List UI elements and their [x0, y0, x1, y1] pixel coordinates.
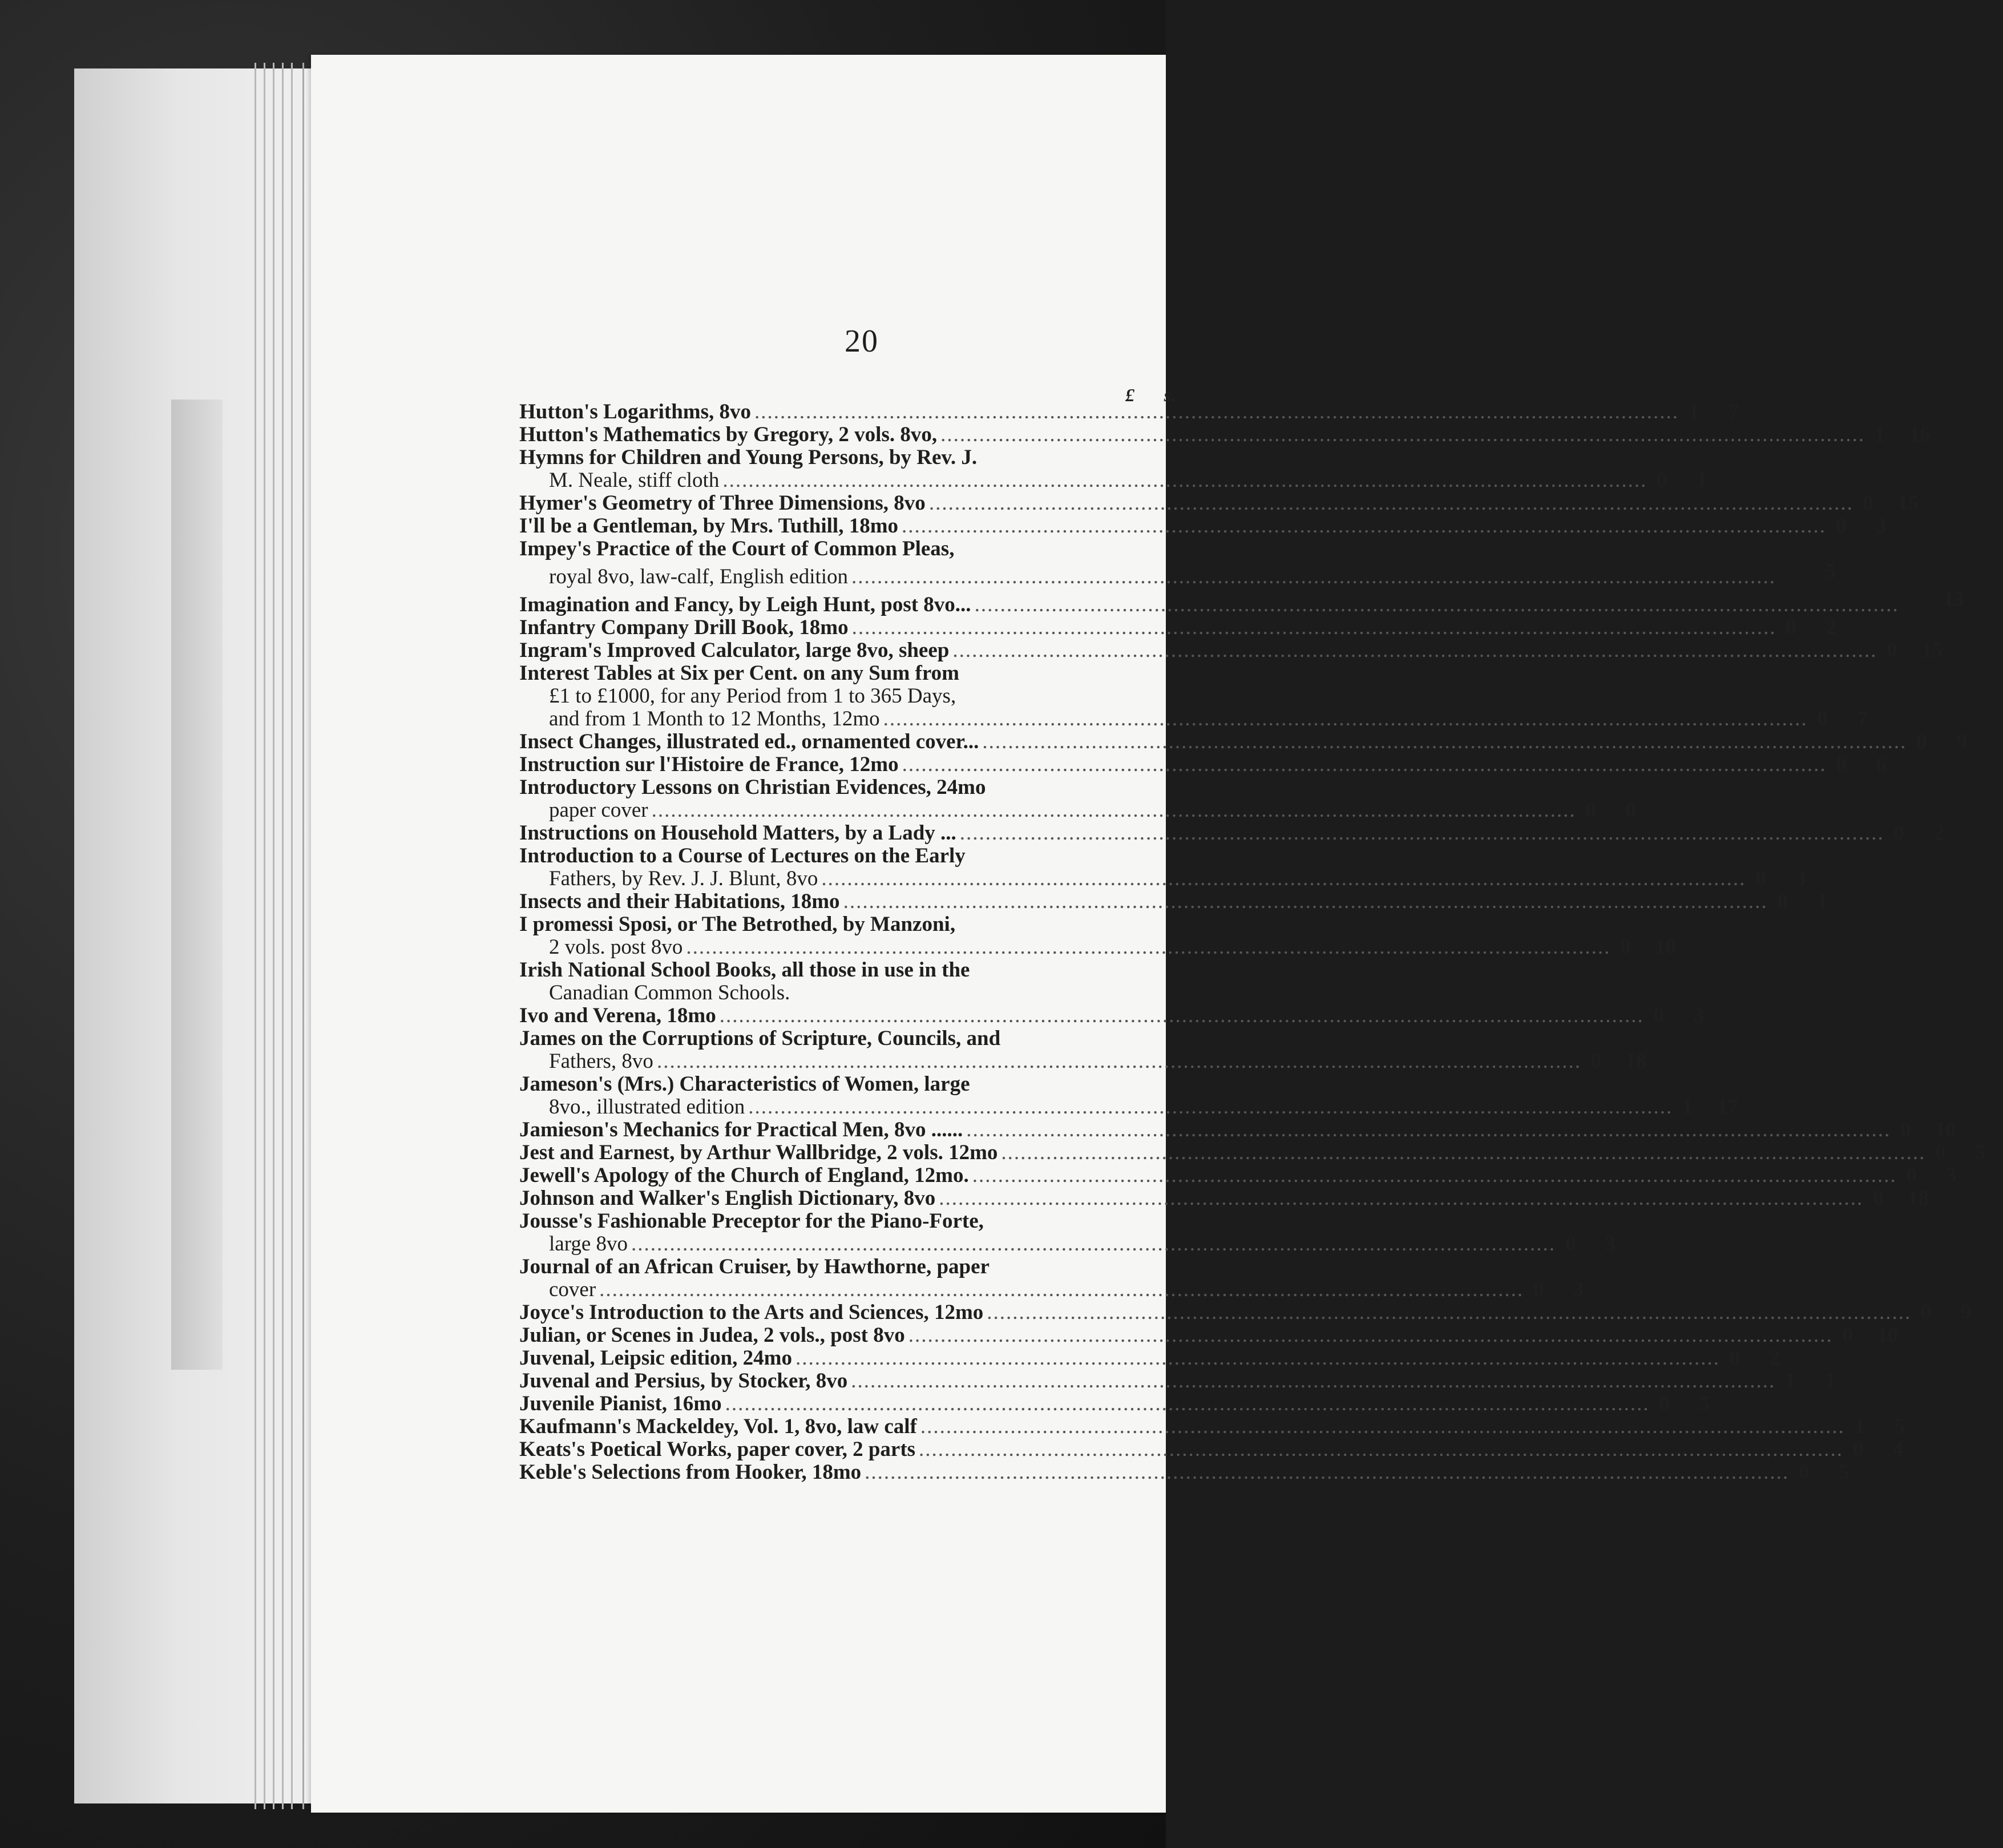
entry-price	[1915, 1301, 1989, 1324]
price-pounds: 0	[1659, 1392, 1670, 1415]
entry-text: I'll be a Gentleman, by Mrs. Tuthill, 18mo	[519, 514, 899, 538]
entry-price	[1647, 1004, 1722, 1027]
entry-text: Introduction to a Course of Lectures on the Early	[519, 844, 966, 867]
entry-price	[1888, 822, 1962, 845]
leader-dots	[754, 401, 1679, 423]
entry-price	[1779, 560, 1853, 583]
entry-price	[1676, 1096, 1750, 1119]
entry-price	[1894, 1119, 1968, 1141]
price-pounds: 1	[1854, 1415, 1865, 1438]
entry-text: and from 1 Month to 12 Months, 12mo	[549, 707, 880, 731]
price-pounds	[1903, 588, 1925, 611]
catalogue-entry	[519, 588, 1965, 616]
entry-text: Jewell's Apology of the Church of England, 12mo.	[519, 1164, 969, 1187]
leader-dots	[725, 1393, 1650, 1415]
catalogue-entry	[519, 821, 1945, 845]
entry-text: Canadian Common Schools.	[549, 981, 790, 1004]
price-shillings: 15	[1897, 491, 1919, 515]
catalogue-entry	[519, 514, 1887, 538]
leader-dots	[652, 799, 1576, 822]
entry-title-line	[519, 1187, 1929, 1210]
entry-continuation-line	[519, 982, 1166, 1004]
entry-title-line	[519, 1324, 1899, 1347]
entry-price	[1779, 1370, 1853, 1393]
entry-text: Hymer's Geometry of Three Dimensions, 8vo	[519, 491, 926, 515]
entry-title-line	[519, 821, 1945, 845]
entry-text: Impey's Practice of the Court of Common Pleas,	[519, 537, 955, 560]
price-shillings: 0	[1625, 798, 1636, 822]
page-edge	[302, 63, 304, 1809]
catalogue-entry	[519, 537, 1836, 588]
entry-text: Introductory Lessons on Christian Evidences, 24mo	[519, 776, 986, 799]
catalogue-entry	[519, 446, 1707, 492]
catalogue-entry	[519, 639, 1943, 662]
entry-title-line	[519, 1256, 1166, 1278]
page-edge	[255, 63, 256, 1809]
entry-price	[1811, 708, 1885, 731]
catalogue-entry	[519, 1004, 1704, 1027]
entry-price	[1868, 423, 1943, 446]
entry-price	[1653, 1393, 1727, 1415]
price-shillings: 3	[1946, 1164, 1957, 1187]
entry-title-line	[519, 1392, 1710, 1415]
catalogue-entry	[519, 1324, 1899, 1347]
entry-title-line	[519, 1415, 1905, 1438]
entry-title-line	[519, 400, 1739, 423]
price-shillings: 9	[1961, 1301, 1972, 1324]
entry-text: James on the Corruptions of Scripture, Councils, and	[519, 1027, 1001, 1050]
catalogue-page	[311, 55, 1986, 1813]
catalogue-entry	[519, 753, 1887, 776]
price-shillings: 10	[1935, 1118, 1956, 1141]
catalogue-entry	[519, 1209, 1616, 1256]
entry-title-line	[519, 1004, 1704, 1027]
entry-price	[1749, 867, 1823, 890]
catalogue-entry	[519, 913, 1676, 959]
catalogue-entry	[519, 1118, 1956, 1141]
entry-title-line	[519, 1027, 1166, 1050]
price-shillings: 2	[1769, 1346, 1780, 1370]
price-pounds: 0	[1842, 1324, 1853, 1347]
leader-dots	[686, 936, 1610, 959]
entry-text: Juvenal, Leipsic edition, 24mo	[519, 1346, 792, 1370]
entry-price	[1585, 1050, 1659, 1073]
entry-title-line	[519, 1438, 1904, 1461]
price-pounds: 0	[1887, 639, 1897, 662]
price-pounds: 0	[1798, 1460, 1810, 1484]
entry-price	[1682, 401, 1756, 423]
price-shillings: 9	[1956, 730, 1967, 753]
entry-title-line	[519, 446, 1166, 469]
entry-title-line	[519, 1210, 1166, 1233]
price-pounds: 0	[1835, 514, 1847, 538]
price-pounds: 0	[1935, 1141, 1946, 1164]
price-pounds: 0	[1817, 707, 1828, 731]
entry-continuation-line	[519, 935, 1676, 959]
leader-dots	[920, 1415, 1845, 1438]
page-edge	[264, 63, 265, 1809]
leader-dots	[843, 890, 1768, 913]
entry-price	[1830, 515, 1904, 538]
entry-continuation-line	[519, 1278, 1584, 1301]
price-shillings: 1	[1825, 1369, 1836, 1393]
entry-text: Irish National School Books, all those in use in the	[519, 958, 970, 982]
price-pounds: 0	[1852, 1438, 1864, 1461]
catalogue-entry	[519, 1141, 1986, 1164]
entry-price	[1580, 799, 1654, 822]
entry-title-line	[519, 776, 1166, 799]
leader-dots	[852, 616, 1776, 639]
leader-dots	[972, 1164, 1897, 1187]
price-pounds: 1	[1874, 423, 1885, 446]
entry-text: 8vo., illustrated edition	[549, 1095, 745, 1119]
catalogue-entry	[519, 1164, 1957, 1187]
entry-price	[1880, 639, 1954, 662]
price-pounds: 0	[1900, 1118, 1911, 1141]
price-shillings: 3	[1605, 1232, 1616, 1256]
entry-continuation-line	[519, 1232, 1616, 1256]
entry-title-line	[519, 730, 1967, 753]
price-pounds: 0	[1653, 1004, 1664, 1027]
price-pounds: 0	[1620, 935, 1631, 959]
catalogue-entry	[519, 1369, 1836, 1393]
entry-title-line	[519, 1141, 1986, 1164]
entry-continuation-line	[519, 867, 1806, 890]
entry-text: Jamieson's Mechanics for Practical Men, 8vo ......	[519, 1118, 963, 1141]
catalogue-entry	[519, 1438, 1904, 1461]
price-pounds: 0	[1836, 753, 1847, 776]
price-pounds: 0	[1533, 1278, 1544, 1301]
entry-title-line	[519, 1073, 1166, 1096]
entry-text: Insect Changes, illustrated ed., ornamented cover...	[519, 730, 979, 753]
price-shillings: 2	[1933, 821, 1945, 845]
entry-price	[1857, 492, 1931, 515]
catalogue-entry	[519, 1415, 1905, 1438]
price-shillings: 6	[1876, 753, 1887, 776]
price-pounds: 0	[1786, 616, 1796, 639]
price-shillings: 5	[1894, 1415, 1905, 1438]
leader-dots	[722, 469, 1647, 492]
leader-dots	[940, 423, 1865, 446]
leader-dots	[929, 492, 1853, 515]
price-shillings: 7	[1728, 400, 1739, 423]
leader-dots	[975, 594, 1899, 616]
price-pounds: 1	[1688, 400, 1699, 423]
catalogue-entry	[519, 1027, 1647, 1073]
entry-text: 2 vols. post 8vo	[549, 935, 683, 959]
entry-text: Fathers, by Rev. J. J. Blunt, 8vo	[549, 867, 818, 890]
leader-dots	[902, 515, 1826, 538]
price-shillings: 1	[1817, 890, 1828, 913]
price-shillings: 13	[1943, 588, 1965, 611]
catalogue-entry	[519, 890, 1828, 913]
price-pounds	[1779, 560, 1802, 583]
entry-text: M. Neale, stiff cloth	[549, 469, 720, 492]
catalogue-entry	[519, 959, 1166, 1004]
entry-text: Keats's Poetical Works, paper cover, 2 parts	[519, 1438, 916, 1461]
catalogue-entry	[519, 400, 1739, 423]
entry-price	[1723, 1347, 1798, 1370]
entry-text: cover	[549, 1278, 596, 1301]
catalogue-entry	[519, 1255, 1584, 1301]
entry-title-line	[519, 423, 1931, 446]
price-shillings: 16	[1909, 423, 1931, 446]
page-edge	[273, 63, 274, 1809]
entry-text: Keble's Selections from Hooker, 18mo	[519, 1460, 862, 1484]
price-shillings: 10	[1654, 935, 1676, 959]
entry-text: Johnson and Walker's English Dictionary, 8vo	[519, 1187, 936, 1210]
leader-dots	[908, 1324, 1833, 1347]
entry-text: Instructions on Household Matters, by a Lady ...	[519, 821, 956, 845]
price-pounds: 0	[1585, 798, 1596, 822]
entry-price	[1614, 936, 1688, 959]
entry-title-line	[519, 890, 1828, 913]
leader-dots	[952, 639, 1877, 662]
entry-title-line	[519, 913, 1166, 936]
page-number: 20	[845, 324, 879, 359]
entry-text: large 8vo	[549, 1232, 628, 1256]
entry-price	[1830, 753, 1904, 776]
entry-text: Ivo and Verena, 18mo	[519, 1004, 716, 1027]
entry-price	[1650, 469, 1725, 492]
entry-text: Insects and their Habitations, 18mo	[519, 890, 840, 913]
price-shillings: 18	[1907, 1187, 1929, 1210]
entry-title-line	[519, 662, 1166, 685]
entry-title-line	[519, 1301, 1972, 1324]
leader-dots	[631, 1233, 1556, 1256]
price-pounds: 0	[1565, 1232, 1576, 1256]
page-shadow	[171, 400, 223, 1370]
entry-price	[1848, 1415, 1923, 1438]
leader-dots	[821, 867, 1746, 890]
entry-continuation-line	[519, 1050, 1647, 1073]
catalogue-entry	[519, 730, 1967, 753]
price-pounds: 0	[1590, 1050, 1602, 1073]
entry-text: Hutton's Logarithms, 8vo	[519, 400, 752, 423]
price-pounds: 1	[1785, 1369, 1796, 1393]
leader-dots	[795, 1347, 1720, 1370]
leader-dots	[902, 753, 1827, 776]
price-shillings: 4	[1892, 1438, 1904, 1461]
entry-price	[1780, 616, 1854, 639]
leader-dots	[657, 1050, 1581, 1073]
leader-dots	[851, 566, 1776, 588]
entry-price	[1771, 890, 1845, 913]
pounds-header: £	[1125, 385, 1134, 405]
entry-price	[1792, 1461, 1867, 1484]
price-shillings: 3	[1693, 1004, 1704, 1027]
entry-title-line	[519, 1118, 1956, 1141]
entry-title-line	[519, 616, 1836, 639]
price-shillings: 5	[1825, 560, 1836, 583]
entry-price	[1929, 1141, 2003, 1164]
entry-title-line	[519, 1460, 1849, 1484]
price-pounds: 1	[1682, 1095, 1693, 1119]
entry-price	[1847, 1438, 1921, 1461]
catalogue-entry	[519, 1460, 1849, 1484]
entry-text: I promessi Sposi, or The Betrothed, by Manzoni,	[519, 913, 956, 936]
price-shillings: 5	[1838, 1460, 1849, 1484]
catalogue-entry	[519, 1301, 1972, 1324]
leader-dots	[982, 731, 1907, 753]
entry-title-line	[519, 588, 1965, 616]
entry-text: Jameson's (Mrs.) Characteristics of Women, large	[519, 1072, 970, 1096]
entry-continuation-line	[519, 1095, 1738, 1119]
leader-dots	[748, 1096, 1673, 1119]
entry-text: Fathers, 8vo	[549, 1050, 653, 1073]
entry-text: Hutton's Mathematics by Gregory, 2 vols. 8vo,	[519, 423, 938, 446]
price-pounds: 0	[1729, 1346, 1740, 1370]
price-shillings: 7	[1857, 707, 1868, 731]
price-shillings: 17	[1717, 1095, 1738, 1119]
leader-dots	[1001, 1141, 1925, 1164]
catalogue-entry	[519, 1187, 1929, 1210]
leader-dots	[966, 1119, 1891, 1141]
shillings-header: s.	[1164, 385, 1176, 405]
entry-title-line	[519, 639, 1943, 662]
book-price-list	[519, 400, 1986, 1484]
entry-title-line	[519, 845, 1166, 867]
page-edge	[291, 63, 293, 1809]
entry-text: paper cover	[549, 798, 648, 822]
entry-text: Journal of an African Cruiser, by Hawthorne, paper	[519, 1255, 990, 1278]
entry-title-line	[519, 514, 1887, 538]
entry-title-line	[519, 1164, 1957, 1187]
leader-dots	[939, 1187, 1863, 1210]
entry-title-line	[519, 538, 1166, 560]
entry-continuation-line	[519, 560, 1836, 588]
price-shillings: 18	[1625, 1050, 1647, 1073]
entry-text: Jousse's Fashionable Preceptor for the Piano-Forte,	[519, 1209, 984, 1233]
entry-text: £1 to £1000, for any Period from 1 to 365 Days,	[549, 684, 956, 708]
leader-dots	[599, 1278, 1524, 1301]
entry-title-line	[519, 959, 1166, 982]
leader-dots	[883, 708, 1808, 731]
entry-title-line	[519, 1346, 1780, 1370]
price-pounds: 0	[1872, 1187, 1884, 1210]
entry-text: Jest and Earnest, by Arthur Wallbridge, 2 vols. 12mo	[519, 1141, 998, 1164]
entry-text: Ingram's Improved Calculator, large 8vo, sheep	[519, 639, 950, 662]
entry-price	[1867, 1187, 1941, 1210]
price-shillings: 3	[1573, 1278, 1584, 1301]
catalogue-entry	[519, 1346, 1780, 1370]
catalogue-entry	[519, 1392, 1710, 1415]
price-shillings: 15	[1921, 639, 1943, 662]
price-pounds: 0	[1657, 469, 1667, 492]
entry-continuation-line	[519, 469, 1707, 492]
entry-text: Kaufmann's Mackeldey, Vol. 1, 8vo, law calf	[519, 1415, 917, 1438]
entry-text: Infantry Company Drill Book, 18mo	[519, 616, 849, 639]
entry-continuation-line	[519, 685, 1166, 708]
catalogue-entry	[519, 491, 1919, 515]
price-pounds: 0	[1893, 821, 1905, 845]
catalogue-entry	[519, 844, 1806, 890]
entry-price	[1527, 1278, 1601, 1301]
leader-dots	[720, 1004, 1644, 1027]
entry-title-line	[519, 753, 1887, 776]
page-edge	[282, 63, 284, 1809]
price-pounds: 0	[1863, 491, 1874, 515]
price-shillings: 2	[1826, 616, 1836, 639]
entry-title-line	[519, 491, 1919, 515]
entry-title-line	[519, 1369, 1836, 1393]
catalogue-entry	[519, 661, 1868, 731]
entry-text: Joyce's Introduction to the Arts and Sciences, 12mo	[519, 1301, 984, 1324]
price-shillings: 10	[1877, 1324, 1899, 1347]
leader-dots	[919, 1438, 1843, 1461]
entry-price	[1559, 1233, 1633, 1256]
price-shillings: 5	[1699, 1392, 1710, 1415]
price-shillings: 1	[1697, 469, 1707, 492]
price-pounds: 0	[1777, 890, 1788, 913]
entry-price	[1903, 588, 1977, 611]
entry-text: Interest Tables at Six per Cent. on any Sum from	[519, 661, 959, 685]
entry-price	[1900, 1164, 1974, 1187]
price-pounds: 0	[1906, 1164, 1917, 1187]
price-pounds: 0	[1916, 730, 1927, 753]
entry-text: Imagination and Fancy, by Leigh Hunt, post 8vo...	[519, 593, 971, 616]
entry-text: Hymns for Children and Young Persons, by Rev. J.	[519, 446, 978, 469]
entry-price	[1910, 731, 1984, 753]
catalogue-entry	[519, 423, 1931, 446]
catalogue-entry	[519, 776, 1636, 822]
entry-text: Julian, or Scenes in Judea, 2 vols., post 8vo	[519, 1324, 905, 1347]
price-pounds: 0	[1921, 1301, 1932, 1324]
price-shillings: 5	[1975, 1141, 1986, 1164]
entry-price	[1836, 1324, 1911, 1347]
price-pounds: 0	[1755, 867, 1766, 890]
entry-text: Instruction sur l'Histoire de France, 12mo	[519, 753, 899, 776]
entry-text: royal 8vo, law-calf, English edition	[549, 565, 849, 588]
leader-dots	[987, 1301, 1911, 1324]
leader-dots	[960, 822, 1884, 845]
price-shillings: 3	[1795, 867, 1806, 890]
entry-text: Juvenile Pianist, 16mo	[519, 1392, 722, 1415]
leader-dots	[865, 1461, 1789, 1484]
entry-continuation-line	[519, 707, 1868, 731]
catalogue-entry	[519, 616, 1836, 639]
leader-dots	[851, 1370, 1775, 1393]
catalogue-entry	[519, 1072, 1738, 1119]
price-shillings: 3	[1875, 514, 1887, 538]
entry-text: Juvenal and Persius, by Stocker, 8vo	[519, 1369, 848, 1393]
entry-continuation-line	[519, 798, 1636, 822]
